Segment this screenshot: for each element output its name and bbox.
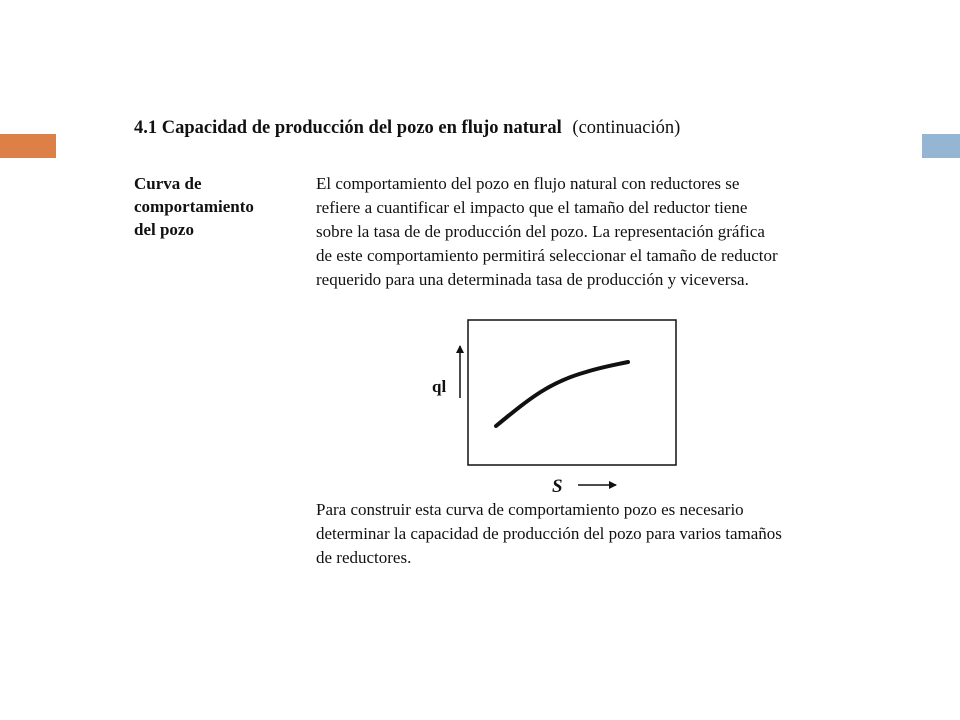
construction-paragraph — [316, 498, 886, 570]
paragraph-line: determinar la capacidad de producción del pozo para varios tamaños — [316, 524, 782, 543]
plot-frame — [468, 320, 676, 465]
paragraph-line: sobre la tasa de de producción del pozo. La representación gráfica — [316, 222, 765, 241]
right-accent-bar — [922, 134, 960, 158]
heading-subtitle: (continuación) — [572, 118, 681, 138]
paragraph-line: de reductores. — [316, 548, 412, 567]
section-heading — [134, 118, 914, 139]
paragraph-line: de este comportamiento permitirá seleccionar el tamaño de reductor — [316, 246, 778, 265]
term-line: Curva de — [134, 174, 202, 193]
term-line: del pozo — [134, 220, 194, 239]
performance-curve-figure — [410, 310, 700, 500]
paragraph-line: Para construir esta curva de comportamiento pozo es necesario — [316, 500, 744, 519]
left-accent-bar — [0, 134, 56, 158]
term-label — [134, 172, 299, 241]
paragraph-line: requerido para una determinada tasa de producción y viceversa. — [316, 270, 749, 289]
description-paragraph — [316, 172, 886, 292]
heading-title: 4.1 Capacidad de producción del pozo en flujo natural — [134, 118, 562, 138]
paragraph-line: El comportamiento del pozo en flujo natural con reductores se — [316, 174, 740, 193]
term-line: comportamiento — [134, 197, 254, 216]
x-axis-label: S — [552, 476, 563, 497]
performance-curve-svg — [410, 310, 700, 500]
y-axis-label: ql — [432, 377, 447, 396]
paragraph-line: refiere a cuantificar el impacto que el tamaño del reductor tiene — [316, 198, 748, 217]
